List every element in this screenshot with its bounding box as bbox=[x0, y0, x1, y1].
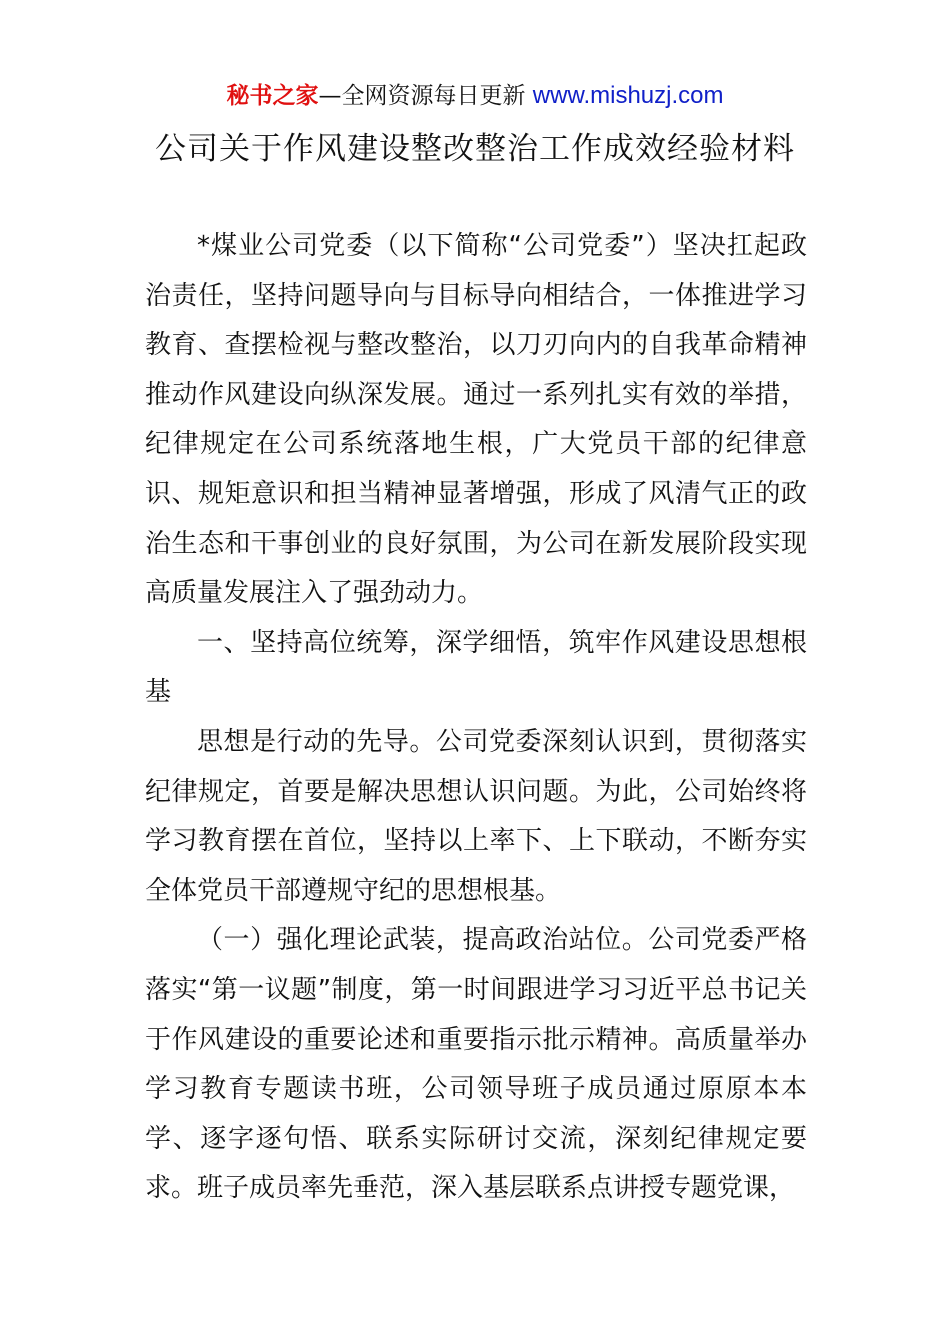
section-heading-1: 一、坚持高位统筹，深学细悟，筑牢作风建设思想根基 bbox=[145, 627, 807, 708]
site-url-link[interactable]: www.mishuzj.com bbox=[532, 82, 724, 109]
paragraph-intro: *煤业公司党委（以下简称“公司党委”）坚决扛起政治责任，坚持问题导向与目标导向相结合，一体推进学习教育、查摆检视与整改整治，以刀刃向内的自我革命精神推动作风建设向纵深发展。通过一系列扎实有效的举措，纪律规定在公司系统落地生根，广大党员干部的纪律意识、规矩意识和担当精神显著增强，形成了风清气正的政治生态和干事创业的良好氛围，为公司在新发展阶段实现高质量发展注入了强劲动力。 bbox=[145, 231, 807, 609]
document-body bbox=[145, 222, 807, 1214]
site-header bbox=[0, 80, 950, 112]
paragraph-section-1: 思想是行动的先导。公司党委深刻认识到，贯彻落实纪律规定，首要是解决思想认识问题。为此，公司始终将学习教育摆在首位，坚持以上率下、上下联动，不断夯实全体党员干部遵规守纪的思想根基。 bbox=[145, 726, 807, 906]
brand-name: 秘书之家 bbox=[226, 83, 319, 109]
paragraph-subsection-1: （一）强化理论武装，提高政治站位。公司党委严格落实“第一议题”制度，第一时间跟进学习习近平总书记关于作风建设的重要论述和重要指示批示精神。高质量举办学习教育专题读书班，公司领导班子成员通过原原本本学、逐字逐句悟、联系实际研讨交流，深刻纪律规定要求。班子成员率先垂范，深入基层联系点讲授专题党课， bbox=[145, 925, 807, 1204]
header-tagline: —全网资源每日更新 bbox=[318, 83, 533, 109]
document-title: 公司关于作风建设整改整治工作成效经验材料 bbox=[155, 131, 795, 167]
